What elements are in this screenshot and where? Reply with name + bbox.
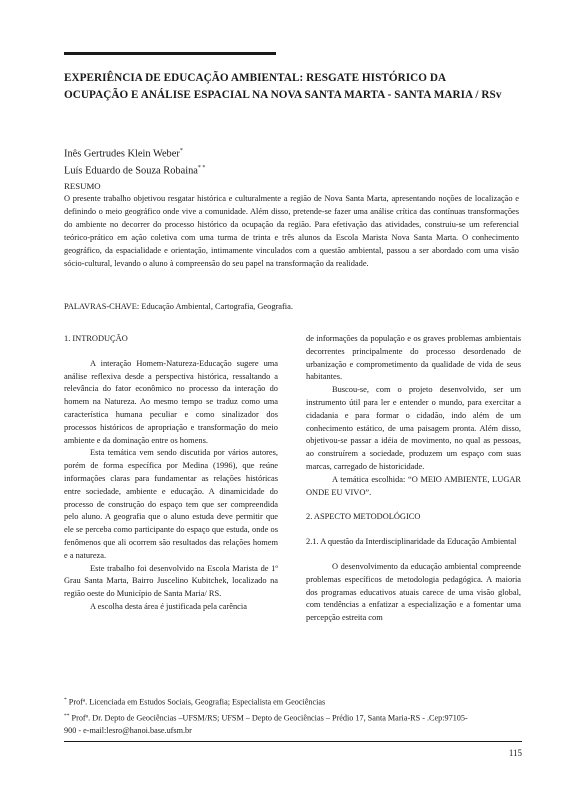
footnote-1-text: Profª. Licenciada em Estudos Sociais, Geografia; Especialista em Geociências: [68, 697, 326, 707]
keywords: PALAVRAS-CHAVE: Educação Ambiental, Cartografia, Geografia.: [64, 302, 293, 311]
title-line-2: OCUPAÇÃO E ANÁLISE ESPACIAL NA NOVA SANTA MARTA - SANTA MARIA / RSv: [64, 89, 502, 101]
author-list: [64, 144, 205, 179]
title-line-1: EXPERIÊNCIA DE EDUCAÇÃO AMBIENTAL: RESGATE HISTÓRICO DA: [64, 72, 447, 84]
right-column: [306, 333, 521, 625]
right-paragraph-3: A temática escolhida: “O MEIO AMBIENTE, LUGAR ONDE EU VIVO”.: [306, 474, 521, 497]
author-1-mark: *: [179, 148, 183, 154]
author-1: [64, 144, 205, 161]
intro-paragraph-4: A escolha desta área é justificada pela carência: [90, 601, 247, 611]
author-2: [64, 161, 205, 178]
right-paragraph-2: Buscou-se, com o projeto desenvolvido, ser um instrumento útil para ler e entender o mundo, para exercitar a cidadania e para formar o cidadão, indo além de um conhecimento estático, de uma paisagem pronta. Além disso, objetivou-se passar a idéia de movimento, no qual as pessoas, ao construírem a sociedade, produzem um espaço com suas marcas, carregado de historicidade.: [306, 385, 521, 471]
paper-title: [64, 70, 524, 104]
header-rule: [64, 52, 276, 55]
footnote-2-continued: 900 - e-mail:lesro@hanoi.base.ufsm.br: [64, 726, 192, 736]
footnote-1-mark: *: [64, 697, 67, 703]
abstract-text: O presente trabalho objetivou resgatar histórica e culturalmente a região de Nova Santa Marta, apresentando noções de localização e definindo o meio geográfico onde vive a comunidade. Além disso, pretende-se fazer uma análise crítica das contínuas transformações do ambiente no decorrer do processo histórico da ocupação da região. Para efetivação das atividades, construiu-se um referencial teórico-prático em ação coletiva com uma turma de trinta e três alunos da Escola Marista Nova Santa Marta. O conhecimento geográfico, da espacialidade e orientação, intimamente vinculados com a questão ambiental, passou a ser abordado com uma visão sócio-cultural, levando o aluno à compreensão do seu papel na transformação da realidade.: [64, 194, 519, 268]
right-paragraph-1: de informações da população e os graves problemas ambientais decorrentes principalmente do processo desordenado de urbanização e comprometimento da qualidade de vida de seus habitantes.: [306, 334, 521, 382]
left-column: [64, 333, 278, 614]
abstract-heading: RESUMO: [64, 181, 101, 191]
footnote-2-line-1: Profº. Dr. Depto de Geociências –UFSM/RS; UFSM – Depto de Geociências – Prédio 17, Santa Maria-RS - .Cep:97105-: [71, 713, 468, 723]
footnote-2: [64, 710, 524, 726]
section-2-title: 2. ASPECTO METODOLÓGICO: [306, 512, 421, 522]
author-2-mark: * *: [197, 165, 206, 172]
page-number: 115: [508, 748, 522, 758]
author-2-name: Luís Eduardo de Souza Robaina: [64, 165, 198, 177]
author-1-name: Inês Gertrudes Klein Weber: [64, 148, 180, 160]
footnote-1: [64, 694, 524, 710]
footnote-2-mark: **: [64, 712, 70, 719]
intro-paragraph-1: A interação Homem-Natureza-Educação sugere uma análise reflexiva desde a perspectiva histórica, ressaltando a relevância do fator econômico no processo da interação do homem na Natureza. Ao mesmo tempo se traduz como uma característica humana peculiar e como sinalizador dos processos históricos de apropriação e transformação do meio ambiente e da dominação entre os homens.: [64, 358, 278, 445]
intro-paragraph-2: Esta temática vem sendo discutida por vários autores, porém de forma específica por Medina (1996), que reúne informações claras para fundamentar as relações históricas entre sociedade, ambiente e educação. A dinamicidade do processo de construção do espaço tem que ser compreendida pelo aluno. A geografia que o aluno estuda deve permitir que ele se perceba como participante do espaço que estuda, onde os fenômenos que ali ocorrem são resultados das relações homem e a natureza.: [64, 448, 278, 560]
footer-rule: [64, 741, 522, 742]
right-paragraph-4: O desenvolvimento da educação ambiental compreende problemas específicos de metodologia pedagógica. A maioria dos programas educativos atuais carece de uma visão global, com tendências a enfatizar a especialização e a fomentar uma percepção estreita com: [306, 561, 521, 623]
intro-paragraph-3: Este trabalho foi desenvolvido na Escola Marista de 1º Grau Santa Marta, Bairro Juscelino Kubitchek, localizado na região oeste do Município de Santa Maria/ RS.: [64, 563, 278, 599]
footnotes: [64, 694, 524, 738]
subsection-2-1-title: 2.1. A questão da Interdisciplinaridade da Educação Ambiental: [306, 537, 517, 547]
section-1-title: 1. INTRODUÇÃO: [64, 334, 128, 343]
